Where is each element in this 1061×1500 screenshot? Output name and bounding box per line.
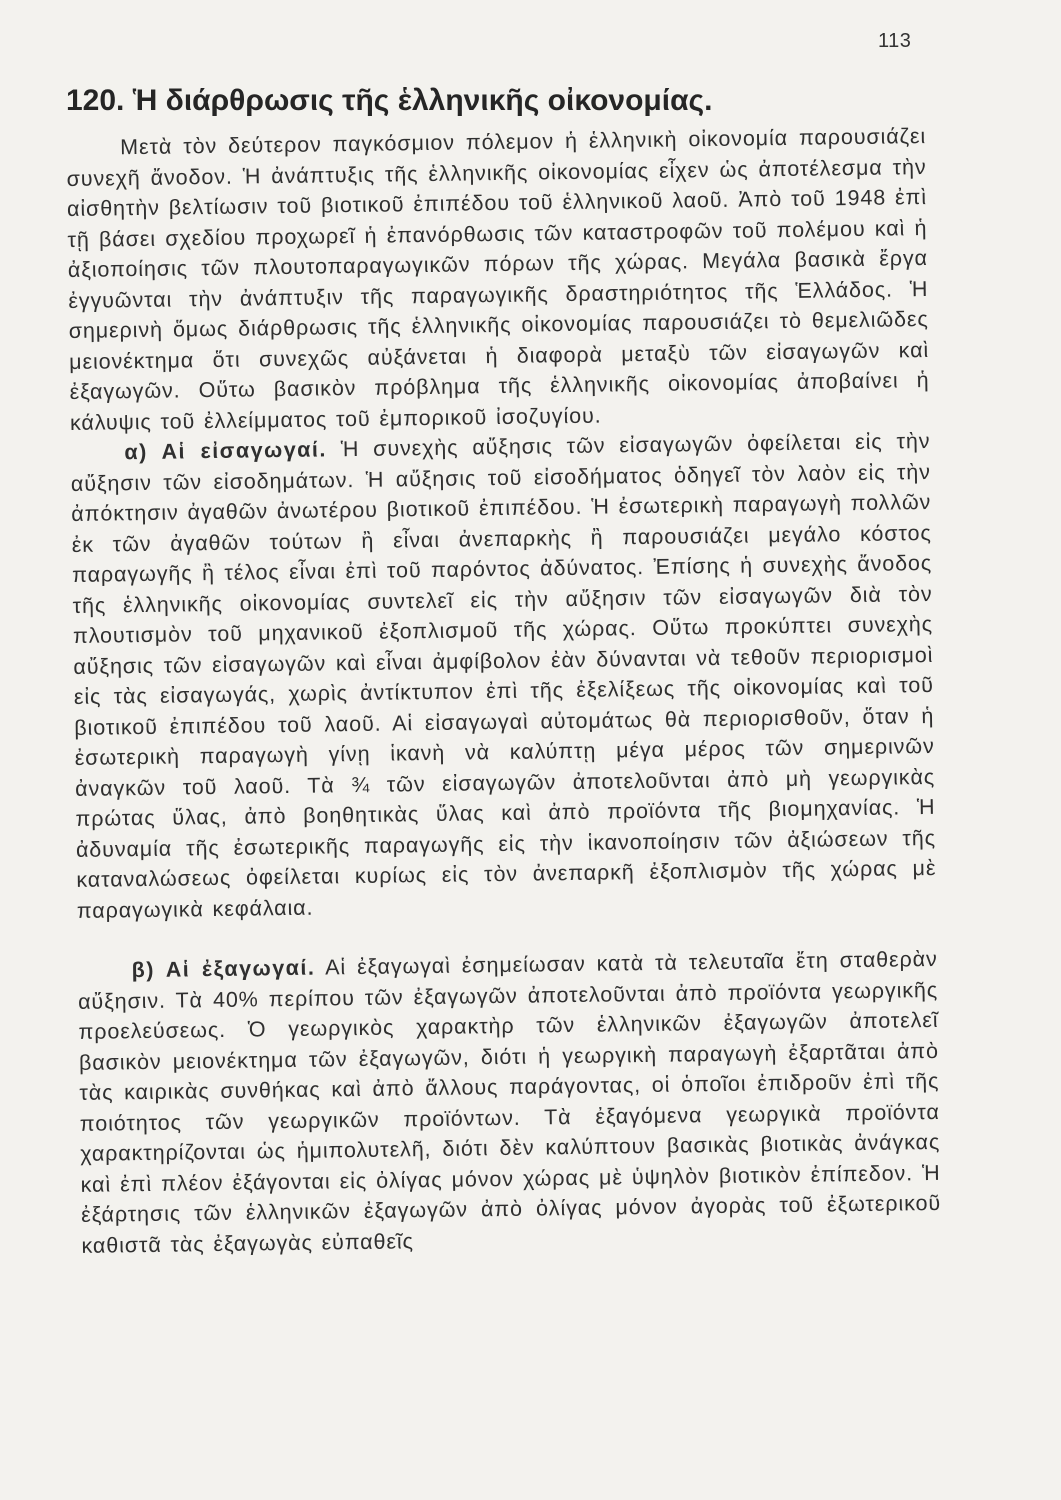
intro-paragraph: Μετὰ τὸν δεύτερον παγκόσμιον πόλεμον ἡ ἑλληνικὴ οἰκονομία παρουσιάζει συνεχῆ ἄνοδον. Ἡ ἀνάπτυξις τῆς ἑλληνικῆς οἰκονομίας εἶχεν ὡς ἀποτέλεσμα τὴν αἰσθητὴν βελτίωσιν τοῦ βιοτικοῦ ἐπιπέδου τοῦ ἑλληνικοῦ λαοῦ. Ἀπὸ τοῦ 1948 ἐπὶ τῇ βάσει σχεδίου προχωρεῖ ἡ ἐπανόρθωσις τῶν καταστροφῶν τοῦ πολέμου καὶ ἡ ἀξιοποίησις τῶν πλουτοπαραγωγικῶν πόρων τῆς χώρας. Μεγάλα βασικὰ ἔργα ἐγγυῶνται τὴν ἀνάπτυξιν τῆς παραγωγικῆς δραστηριότητος τῆς Ἑλλάδος. Ἡ σημερινὴ ὅμως διάρθρωσις τῆς ἑλληνικῆς οἰκονομίας παρουσιάζει τὸ θεμελιῶδες μειονέκτημα ὅτι συνεχῶς αὐξάνεται ἡ διαφορὰ μεταξὺ τῶν εἰσαγωγῶν καὶ ἐξαγωγῶν. Οὕτω βασικὸν πρόβλημα τῆς ἑλληνικῆς οἰκονομίας ἀποβαίνει ἡ κάλυψις τοῦ ἐλλείμματος τοῦ ἐμπορικοῦ ἰσοζυγίου. xyxy=(66,123,930,435)
page-number: 113 xyxy=(878,30,912,52)
imports-paragraph xyxy=(70,426,937,926)
exports-heading: β) Αἱ ἐξαγωγαί. xyxy=(131,955,316,983)
exports-paragraph xyxy=(77,944,941,1261)
imports-text: Ἡ συνεχὴς αὔξησις τῶν εἰσαγωγῶν ὀφείλεται εἰς τὴν αὔξησιν τῶν εἰσοδημάτων. Ἡ αὔξησις τοῦ εἰσοδήματος ὁδηγεῖ τὸν λαὸν εἰς τὴν ἀπόκτησιν ἀγαθῶν ἀνωτέρου βιοτικοῦ ἐπιπέδου. Ἡ ἐσωτερικὴ παραγωγὴ πολλῶν ἐκ τῶν ἀγαθῶν τούτων ἢ εἶναι ἀνεπαρκὴς ἢ παρουσιάζει μεγάλο κόστος παραγωγῆς ἢ τέλος εἶναι ἐπὶ τοῦ παρόντος ἀδύνατος. Ἐπίσης ἡ συνεχὴς ἄνοδος τῆς ἑλληνικῆς οἰκονομίας συντελεῖ εἰς τὴν αὔξησιν τῶν εἰσαγωγῶν διὰ τὸν πλουτισμὸν τοῦ μηχανικοῦ ἐξοπλισμοῦ τῆς χώρας. Οὕτω προκύπτει συνεχὴς αὔξησις τῶν εἰσαγωγῶν καὶ εἶναι ἀμφίβολον ἐὰν δύνανται νὰ τεθοῦν περιορισμοὶ εἰς τὰς εἰσαγωγάς, χωρὶς ἀντίκτυπον ἐπὶ τῆς ἐξελίξεως τῆς οἰκονομίας καὶ τοῦ βιοτικοῦ ἐπιπέδου τοῦ λαοῦ. Αἱ εἰσαγωγαὶ αὐτομάτως θὰ περιορισθοῦν, ὅταν ἡ ἐσωτερικὴ παραγωγὴ γίνῃ ἱκανὴ νὰ καλύπτῃ μέγα μέρος τῶν σημερινῶν ἀναγκῶν τοῦ λαοῦ. Τὰ ¾ τῶν εἰσαγωγῶν ἀποτελοῦνται ἀπὸ μὴ γεωργικὰς πρώτας ὕλας, ἀπὸ βοηθητικὰς ὕλας καὶ ἀπὸ προϊόντα τῆς βιομηχανίας. Ἡ ἀδυναμία τῆς ἐσωτερικῆς παραγωγῆς εἰς τὴν ἱκανοποίησιν τῶν ἀξιώσεων τῆς καταναλώσεως ὀφείλεται κυρίως εἰς τὸν ἀνεπαρκῆ ἐξοπλισμὸν τῆς χώρας μὲ παραγωγικὰ κεφάλαια. xyxy=(70,428,937,923)
exports-text: Αἱ ἐξαγωγαὶ ἐσημείωσαν κατὰ τὰ τελευταῖα ἔτη σταθερὰν αὔξησιν. Τὰ 40% περίπου τῶν ἐξαγωγῶν ἀποτελοῦνται ἀπὸ προϊόντα γεωργικῆς προελεύσεως. Ὁ γεωργικὸς χαρακτὴρ τῶν ἑλληνικῶν ἐξαγωγῶν ἀποτελεῖ βασικὸν μειονέκτημα τῶν ἐξαγωγῶν, διότι ἡ γεωργικὴ παραγωγὴ ἐξαρτᾶται ἀπὸ τὰς καιρικὰς συνθήκας καὶ ἀπὸ ἄλλους παράγοντας, οἱ ὁποῖοι ἐπιδροῦν ἐπὶ τῆς ποιότητος τῶν γεωργικῶν προϊόντων. Τὰ ἐξαγόμενα γεωργικὰ προϊόντα χαρακτηρίζονται ὡς ἡμιπολυτελῆ, διότι δὲν καλύπτουν βασικὰς βιοτικὰς ἀνάγκας καὶ ἐπὶ πλέον ἐξάγονται εἰς ὀλίγας μόνον χώρας μὲ ὑψηλὸν βιοτικὸν ἐπίπεδον. Ἡ ἐξάρτησις τῶν ἑλληνικῶν ἐξαγωγῶν ἀπὸ ὀλίγας μόνον ἀγορὰς τοῦ ἐξωτερικοῦ καθιστᾶ τὰς ἐξαγωγὰς εὐπαθεῖς xyxy=(77,946,942,1258)
section-title: 120. Ἡ διάρθρωσις τῆς ἑλληνικῆς οἰκονομίας. xyxy=(66,84,713,117)
body-text xyxy=(66,121,942,1261)
imports-heading: α) Αἱ εἰσαγωγαί. xyxy=(124,437,328,465)
